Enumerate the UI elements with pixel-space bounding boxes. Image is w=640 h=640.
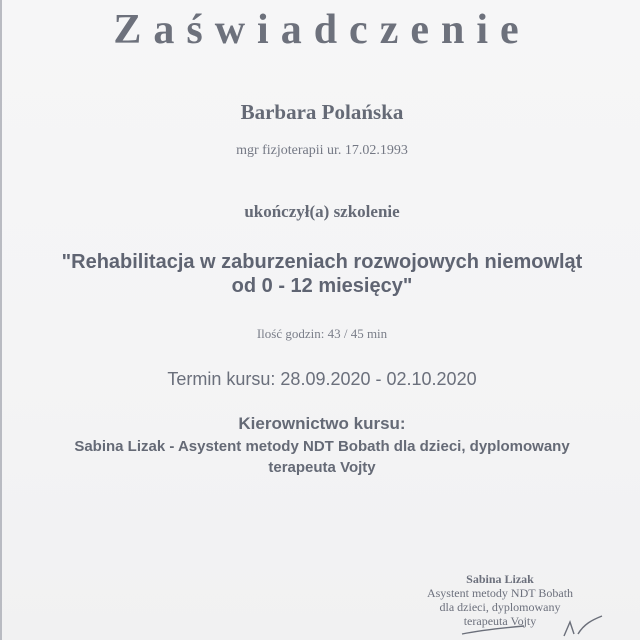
handwritten-signature [452, 612, 622, 640]
leadership-line-1: Sabina Lizak - Asystent metody NDT Bobath dla dzieci, dyplomowany [74, 438, 570, 455]
leadership-line-2: terapeuta Vojty [268, 459, 376, 476]
certificate-title: Zaświadczenie [113, 7, 531, 53]
leadership-heading: Kierownictwo kursu: [238, 414, 406, 433]
course-title-line-2: od 0 - 12 miesięcy" [231, 275, 413, 297]
stamp-name: Sabina Lizak [466, 572, 534, 586]
stamp-line-1: Asystent metody NDT Bobath [426, 586, 574, 600]
course-title-line-1: "Rehabilitacja w zaburzeniach rozwojowych niemowląt [61, 251, 583, 273]
leadership-text [2, 436, 640, 478]
course-hours: Ilość godzin: 43 / 45 min [256, 326, 388, 341]
completed-statement: ukończył(a) szkolenie [244, 202, 400, 221]
course-term: Termin kursu: 28.09.2020 - 02.10.2020 [167, 369, 477, 389]
stamp-line-2: dla dzieci, dyplomowany [439, 600, 561, 614]
course-title [2, 250, 640, 298]
recipient-name: Barbara Polańska [240, 100, 404, 124]
recipient-degree: mgr fizjoterapii ur. 17.02.1993 [236, 143, 408, 158]
stamp-line-3: terapeuta Vojty [463, 614, 537, 628]
